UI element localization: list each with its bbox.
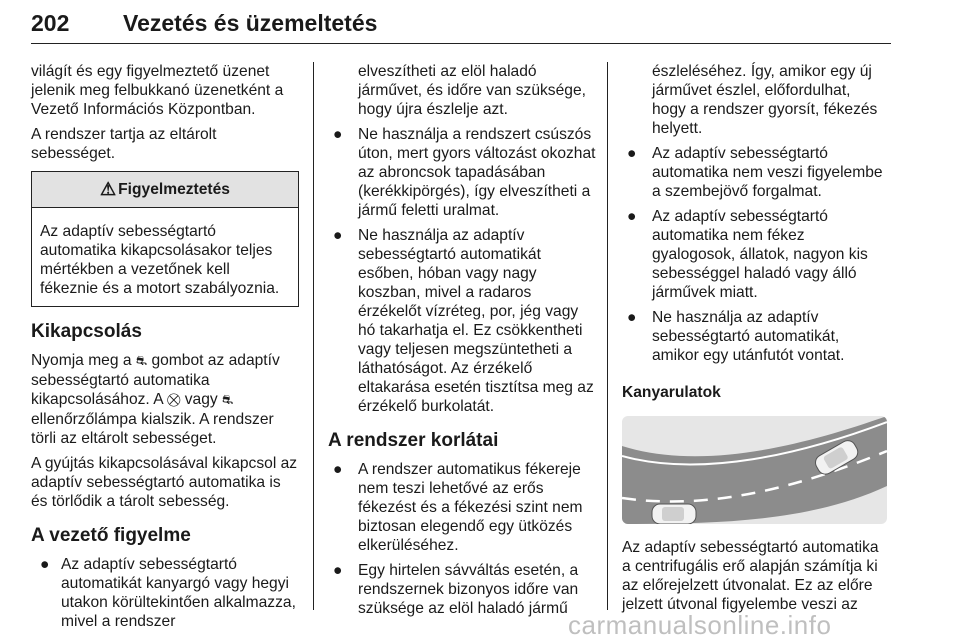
- list-item-text: Ne használja az adaptív sebességtartó automatikát, amikor egy utánfutót vontat.: [652, 309, 845, 364]
- paragraph: A rendszer tartja az eltárolt sebességet.: [31, 126, 217, 162]
- list-item-text: Az adaptív sebességtartó automatikát kanyargó vagy hegyi utakon körültekintően alkalmazza, mivel a rendszer: [61, 556, 296, 630]
- warning-box: [31, 171, 299, 307]
- page-header: [31, 4, 891, 44]
- bullet-list: [328, 460, 596, 618]
- section-heading-korlatai: A rendszer korlátai: [328, 430, 499, 451]
- text-run: Nyomja meg a: [31, 352, 132, 369]
- list-item-text: A rendszer automatikus fékereje nem teszi lehetővé az erős fékezést és a fékezési szint nem biztosan elegendő egy ütközés elkerüléséhez.: [358, 461, 583, 554]
- cruise-control-icon: ⛐: [222, 393, 234, 408]
- list-item-text: Az adaptív sebességtartó automatika nem fékez gyalogosok, állatok, nagyon kis sebességgel haladó vagy álló járművek miatt.: [652, 208, 868, 301]
- watermark: carmanualsonline.info: [568, 610, 832, 640]
- paragraph: észleléséhez. Így, amikor egy új járművet észlel, előfordulhat, hogy a rendszer gyorsít, fékezés helyett.: [652, 63, 878, 137]
- cruise-off-icon: ⛒: [167, 393, 181, 408]
- section-heading-figyelme: A vezető figyelme: [31, 525, 191, 546]
- list-item: [328, 226, 596, 416]
- bullet-icon: ●: [627, 208, 637, 225]
- paragraph: világít és egy figyelmeztető üzenet jelenik meg felbukkanó üzenetként a Vezető Információs Központban.: [31, 63, 284, 118]
- paragraph: A gyújtás kikapcsolásával kikapcsol az adaptív sebességtartó automatika is és törlődik a tárolt sebesség.: [31, 455, 298, 510]
- list-item-text: Ne használja az adaptív sebességtartó automatikát esőben, hóban vagy nagy koszban, mivel a radaros érzékelőt vízréteg, por, jég vagy hó takarhatja el. Ez csökkentheti vagy teljesen megszüntetheti a láthatóságot. Az érzékelő eltakarása esetén tisztítsa meg az érzékelő burkolatát.: [358, 227, 594, 415]
- bullet-icon: ●: [627, 145, 637, 162]
- list-item: [622, 207, 888, 302]
- text-run: gombot az adaptív sebességtartó automatika kikapcsolásához. A: [31, 352, 280, 408]
- paragraph: elveszítheti az elöl haladó járművet, és időre van szüksége, hogy újra észlelje azt.: [358, 63, 586, 118]
- warning-header: [32, 172, 298, 208]
- paragraph: Az adaptív sebességtartó automatika a centrifugális erő alapján számítja ki az előrejelzett útvonalat. Ez az előre jelzett útvonal figyelembe veszi az: [622, 539, 879, 613]
- list-item: [622, 144, 888, 201]
- curve-road-image: [622, 416, 887, 524]
- bullet-list: [328, 125, 596, 416]
- bullet-list: [31, 555, 299, 631]
- bullet-list: [622, 144, 888, 365]
- bullet-icon: ●: [333, 126, 343, 143]
- bullet-icon: ●: [333, 227, 343, 244]
- bullet-icon: ●: [40, 556, 50, 573]
- column-3: [622, 62, 888, 620]
- column-1: [31, 62, 299, 637]
- column-divider: [313, 62, 314, 610]
- list-item: [328, 561, 596, 618]
- chapter-title: Vezetés és üzemeltetés: [123, 10, 378, 36]
- list-item-text: Az adaptív sebességtartó automatika nem veszi figyelembe a szembejövő forgalmat.: [652, 145, 883, 200]
- column-2: [328, 62, 596, 624]
- page-number: 202: [31, 10, 70, 36]
- list-item: [328, 460, 596, 555]
- text-run: ellenőrzőlámpa kialszik. A rendszer törli az eltárolt sebességet.: [31, 411, 274, 447]
- bullet-icon: ●: [333, 461, 343, 478]
- section-heading-kikapcsolas: Kikapcsolás: [31, 321, 142, 342]
- cruise-control-icon: ⛐: [135, 354, 148, 369]
- bullet-icon: ●: [333, 562, 343, 579]
- warning-triangle-icon: ⚠: [100, 179, 117, 199]
- warning-text: Az adaptív sebességtartó automatika kikapcsolásakor teljes mértékben a vezetőnek kell fékeznie és a motort szabályoznia.: [40, 223, 280, 297]
- list-item-text: Egy hirtelen sávváltás esetén, a rendszernek bizonyos időre van szüksége az elöl haladó jármű: [358, 562, 579, 617]
- paragraph: [31, 351, 299, 448]
- warning-title: Figyelmeztetés: [118, 181, 230, 198]
- bullet-icon: ●: [627, 309, 637, 326]
- own-car: [652, 504, 696, 524]
- curve-illustration: [622, 416, 887, 524]
- column-divider: [607, 62, 608, 610]
- list-item: [31, 555, 299, 631]
- list-item: [328, 125, 596, 220]
- text-run: vagy: [184, 391, 218, 408]
- list-item: [622, 308, 888, 365]
- list-item-text: Ne használja a rendszert csúszós úton, mert gyors változást okozhat az abroncsok tapadásában (kerékkipörgés), így elveszítheti a jármű feletti uralmat.: [358, 126, 596, 219]
- section-heading-kanyarulatok: Kanyarulatok: [622, 384, 721, 401]
